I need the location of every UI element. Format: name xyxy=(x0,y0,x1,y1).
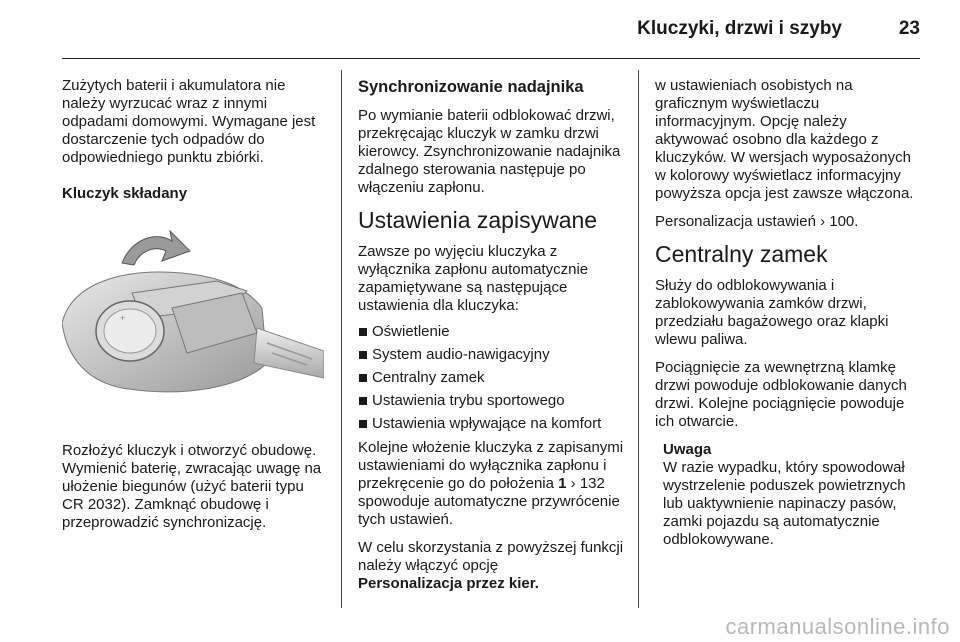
central-lock-text-2: Pociągnięcie za wewnętrzną klamkę drzwi powoduje odblokowanie danych drzwi. Kolejne pociągnięcie powoduje ich otwarcie. xyxy=(655,359,907,430)
next-insertion-text xyxy=(358,439,624,529)
list-item: Oświetlenie xyxy=(358,323,624,341)
list-item: Centralny zamek xyxy=(358,369,624,387)
position-number: 1 xyxy=(558,475,567,492)
next-insertion-main: Kolejne włożenie kluczyka z zapisanymi ustawieniami do wyłącznika zapłonu i przekręcenie go do położenia xyxy=(358,439,624,492)
central-lock-heading: Centralny zamek xyxy=(655,241,828,267)
column-divider-1 xyxy=(341,70,342,608)
page-header-title: Kluczyki, drzwi i szyby xyxy=(637,18,842,39)
note-title: Uwaga xyxy=(663,441,712,458)
watermark: carmanualsonline.info xyxy=(725,614,950,639)
sync-text: Po wymianie baterii odblokować drzwi, przekręcając kluczyk w zamku drzwi kierowcy. Zsynchronizowanie nadajnika zdalnego sterowania następuje po włączeniu zapłonu. xyxy=(358,107,621,196)
battery-disposal-text: Zużytych baterii i akumulatora nie należy wyrzucać wraz z innymi odpadami domowymi. Wymagane jest dostarczenie tych odpadów do odpowiedniego punktu zbiórki. xyxy=(62,77,316,166)
enable-option-text xyxy=(358,539,624,593)
central-lock-text-1: Służy do odblokowywania i zablokowywania zamków drzwi, przedziału bagażowego oraz klapki wlewu paliwa. xyxy=(655,277,889,348)
column-2 xyxy=(358,77,624,603)
column-1 xyxy=(62,77,324,542)
header-rule xyxy=(62,58,920,59)
svg-text:+: + xyxy=(120,313,126,323)
saved-settings-text: Zawsze po wyjęciu kluczyka z wyłącznika zapłonu automatycznie zapamiętywane są następujące ustawienia dla kluczyka: xyxy=(358,243,589,314)
note-box xyxy=(663,441,923,549)
option-name: Personalizacja przez kier. xyxy=(358,575,539,592)
enable-option-main: W celu skorzystania z powyższej funkcji należy włączyć opcję xyxy=(358,539,624,574)
list-item: System audio-nawigacyjny xyxy=(358,346,624,364)
saved-settings-heading: Ustawienia zapisywane xyxy=(358,207,598,233)
sync-heading: Synchronizowanie nadajnika xyxy=(358,78,584,96)
column-divider-2 xyxy=(638,70,639,608)
list-item: Ustawienia trybu sportowego xyxy=(358,392,624,410)
note-text: W razie wypadku, który spowodował wystrzelenie poduszek powietrznych lub uaktywnienie napinaczy pasów, zamki pojazdu są automatycznie odblokowywane. xyxy=(663,459,906,548)
page-reference[interactable]: › 132 spowoduje automatyczne przywrócenie tych ustawień. xyxy=(358,475,620,528)
personalization-reference[interactable]: Personalizacja ustawień › 100. xyxy=(655,213,859,230)
list-item: Ustawienia wpływające na komfort xyxy=(358,415,624,433)
key-battery-illustration xyxy=(62,213,324,428)
page-number: 23 xyxy=(898,18,920,39)
replace-battery-instructions: Rozłożyć kluczyk i otworzyć obudowę. Wymienić baterię, zwracając uwagę na ułożenie biegunów (użyć baterii typu CR 2032). Zamknąć obudowę i przeprowadzić synchronizację. xyxy=(62,442,322,531)
folding-key-heading: Kluczyk składany xyxy=(62,185,188,202)
settings-continuation-text: w ustawieniach osobistych na graficznym wyświetlaczu informacyjnym. Opcję należy aktywować osobno dla każdego z kluczyków. W wersjach wyposażonych w kolorowy wyświetlacz informacyjny powyższa opcja jest zawsze włączona. xyxy=(655,77,914,202)
column-3 xyxy=(655,77,923,549)
saved-settings-list xyxy=(358,323,624,433)
